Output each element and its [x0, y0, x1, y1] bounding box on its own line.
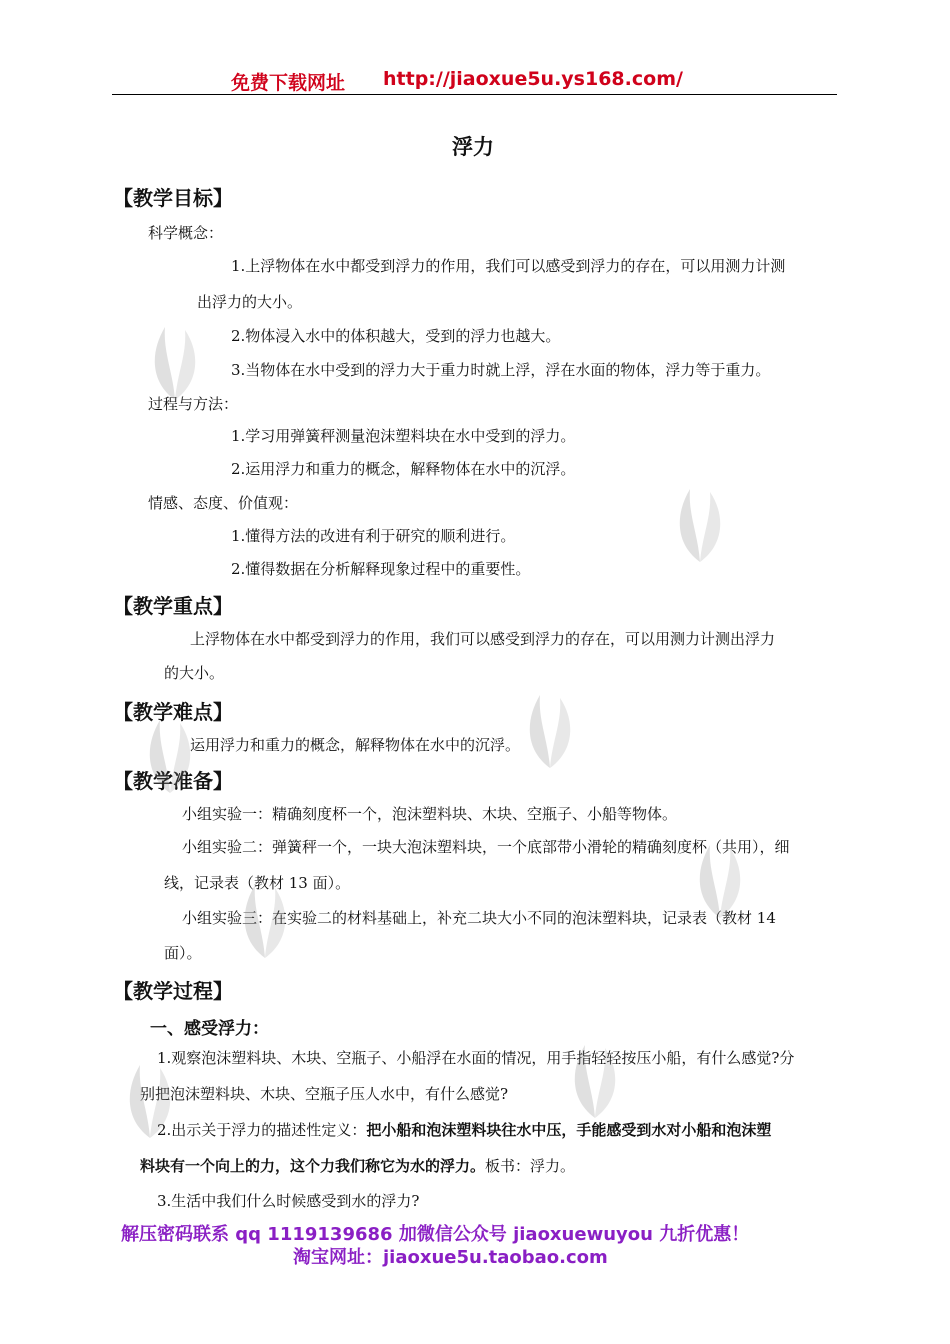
process-subheading-1: 一、感受浮力：	[150, 1019, 269, 1039]
header-url[interactable]: http://jiaoxue5u.ys168.com/	[383, 68, 683, 90]
footer-line-1: 解压密码联系 qq 1119139686 加微信公众号 jiaoxuewuyou 九折优惠！	[121, 1224, 750, 1245]
process-method-label: 过程与方法：	[148, 395, 239, 413]
watermark-logo	[670, 484, 730, 564]
section-heading-difficulty: 【教学难点】	[113, 700, 233, 724]
attitude-item-1: 1.懂得方法的改进有利于研究的顺利进行。	[231, 527, 516, 545]
process-item-2: 2.运用浮力和重力的概念，解释物体在水中的沉浮。	[231, 460, 576, 478]
process-item-2b-suffix: 板书：浮力。	[485, 1157, 576, 1175]
footer-line-2[interactable]: 淘宝网址：jiaoxue5u.taobao.com	[293, 1247, 608, 1268]
leaf-icon	[145, 322, 205, 402]
attitude-item-2: 2.懂得数据在分析解释现象过程中的重要性。	[231, 560, 531, 578]
concept-item-3: 3.当物体在水中受到的浮力大于重力时就上浮，浮在水面的物体，浮力等于重力。	[231, 361, 771, 379]
page-title: 浮力	[452, 135, 494, 159]
section-heading-process: 【教学过程】	[113, 979, 233, 1003]
process-item-1: 1.学习用弹簧秤测量泡沫塑料块在水中受到的浮力。	[231, 427, 576, 445]
key-line-2: 的大小。	[164, 664, 225, 682]
prep-exp-3b: 面）。	[164, 944, 202, 962]
attitude-label: 情感、态度、价值观：	[148, 494, 299, 512]
difficulty-line-1: 运用浮力和重力的概念，解释物体在水中的沉浮。	[190, 736, 521, 754]
concept-item-1b: 出浮力的大小。	[197, 293, 303, 311]
leaf-icon	[520, 690, 580, 770]
header-label: 免费下载网址	[231, 72, 346, 94]
process-item-2b	[140, 1156, 575, 1176]
watermark-logo	[520, 690, 580, 770]
prep-exp-1: 小组实验一：精确刻度杯一个，泡沫塑料块、木块、空瓶子、小船等物体。	[182, 805, 678, 823]
process-item-1b: 别把泡沫塑料块、木块、空瓶子压人水中，有什么感觉?	[140, 1085, 509, 1103]
section-heading-prep: 【教学准备】	[113, 769, 233, 793]
process-item-2b-bold: 料块有一个向上的力，这个力我们称它为水的浮力。	[140, 1157, 486, 1175]
section-heading-goals: 【教学目标】	[113, 186, 233, 210]
prep-exp-2a: 小组实验二：弹簧秤一个，一块大泡沫塑料块，一个底部带小滑轮的精确刻度杯（共用），细	[182, 838, 790, 856]
concept-item-2: 2.物体浸入水中的体积越大，受到的浮力也越大。	[231, 327, 561, 345]
concept-label: 科学概念：	[148, 224, 224, 242]
process-item-2a-bold: 把小船和泡沫塑料块往水中压，手能感受到水对小船和泡沫塑	[366, 1121, 772, 1139]
process-item-2a-prefix: 2.出示关于浮力的描述性定义：	[157, 1121, 367, 1139]
process-item-1a: 1.观察泡沫塑料块、木块、空瓶子、小船浮在水面的情况，用手指轻轻按压小船，有什么感觉?分	[157, 1049, 795, 1067]
process-item-2a	[157, 1120, 771, 1140]
prep-exp-2b: 线，记录表（教材 13 面）。	[164, 874, 351, 892]
process-item-3: 3.生活中我们什么时候感受到水的浮力?	[157, 1192, 420, 1210]
leaf-icon	[670, 484, 730, 564]
header-divider	[112, 94, 837, 95]
prep-exp-3a: 小组实验三：在实验二的材料基础上，补充二块大小不同的泡沫塑料块，记录表（教材 14	[182, 909, 776, 927]
concept-item-1a: 1.上浮物体在水中都受到浮力的作用，我们可以感受到浮力的存在，可以用测力计测	[231, 257, 786, 275]
section-heading-key: 【教学重点】	[113, 594, 233, 618]
watermark-logo	[145, 322, 205, 402]
key-line-1: 上浮物体在水中都受到浮力的作用，我们可以感受到浮力的存在，可以用测力计测出浮力	[190, 630, 776, 648]
